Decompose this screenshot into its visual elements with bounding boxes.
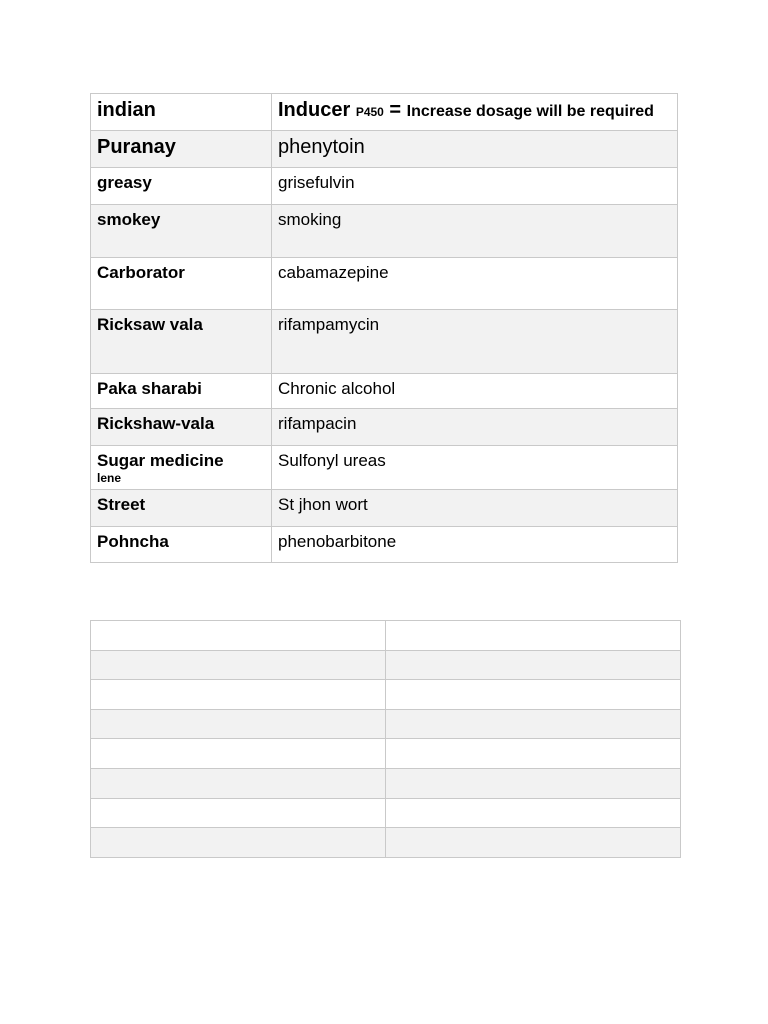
- drug-cell: cabamazepine: [272, 258, 678, 310]
- mnemonic-note: lene: [97, 471, 122, 485]
- mnemonic-cell: Paka sharabi: [91, 374, 272, 409]
- table-row: [91, 446, 678, 490]
- mnemonic-text: Sugar medicine: [97, 451, 224, 470]
- mnemonic-cell: Street: [91, 490, 272, 527]
- mnemonic-cell: smokey: [91, 205, 272, 258]
- empty-table: [90, 620, 681, 858]
- empty-cell: [91, 739, 386, 769]
- empty-cell: [91, 709, 386, 739]
- drug-cell: Chronic alcohol: [272, 374, 678, 409]
- table-row: [91, 258, 678, 310]
- mnemonic-cell: Pohncha: [91, 527, 272, 563]
- empty-cell: [386, 739, 681, 769]
- drug-cell: smoking: [272, 205, 678, 258]
- header-inducer: Inducer: [278, 99, 351, 121]
- mnemonic-cell: [91, 446, 272, 490]
- empty-table-row: [91, 650, 681, 680]
- table-row: [91, 310, 678, 374]
- empty-cell: [91, 798, 386, 828]
- drug-cell: Sulfonyl ureas: [272, 446, 678, 490]
- empty-table-row: [91, 828, 681, 858]
- table-row: [91, 374, 678, 409]
- mnemonic-cell: Ricksaw vala: [91, 310, 272, 374]
- table-row: [91, 205, 678, 258]
- table-row: [91, 131, 678, 168]
- drug-cell: phenobarbitone: [272, 527, 678, 563]
- empty-cell: [386, 828, 681, 858]
- empty-cell: [91, 680, 386, 710]
- drug-cell: rifampacin: [272, 409, 678, 446]
- table-row: [91, 490, 678, 527]
- empty-table-row: [91, 739, 681, 769]
- drug-cell: rifampamycin: [272, 310, 678, 374]
- empty-table-row: [91, 680, 681, 710]
- empty-table-row: [91, 798, 681, 828]
- empty-cell: [386, 650, 681, 680]
- inducer-mnemonic-table: [90, 93, 678, 563]
- drug-cell: St jhon wort: [272, 490, 678, 527]
- mnemonic-cell: Carborator: [91, 258, 272, 310]
- header-p450: P450: [355, 105, 384, 119]
- empty-cell: [386, 798, 681, 828]
- empty-cell: [386, 680, 681, 710]
- empty-cell: [91, 650, 386, 680]
- empty-cell: [91, 828, 386, 858]
- header-equals: =: [389, 99, 402, 121]
- empty-cell: [91, 768, 386, 798]
- mnemonic-cell: Rickshaw-vala: [91, 409, 272, 446]
- empty-cell: [386, 709, 681, 739]
- header-right-cell: [272, 94, 678, 131]
- mnemonic-cell: Puranay: [91, 131, 272, 168]
- drug-cell: grisefulvin: [272, 168, 678, 205]
- header-note: Increase dosage will be required: [406, 103, 654, 120]
- empty-table-row: [91, 709, 681, 739]
- table-row: [91, 168, 678, 205]
- drug-cell: phenytoin: [272, 131, 678, 168]
- mnemonic-cell: greasy: [91, 168, 272, 205]
- table-row: [91, 409, 678, 446]
- empty-table-row: [91, 768, 681, 798]
- table-header-row: [91, 94, 678, 131]
- header-left-cell: indian: [91, 94, 272, 131]
- empty-cell: [386, 768, 681, 798]
- empty-cell: [386, 621, 681, 651]
- empty-cell: [91, 621, 386, 651]
- empty-table-row: [91, 621, 681, 651]
- table-row: [91, 527, 678, 563]
